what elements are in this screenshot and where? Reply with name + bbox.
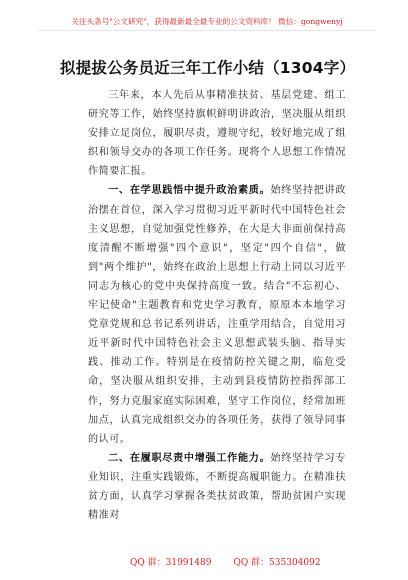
footer-qq-group-1: QQ 群：31991489 [130, 558, 212, 568]
footer-contacts [130, 556, 321, 570]
section-2-heading: 二、在履职尽责中增强工作能力。 [108, 452, 271, 464]
document-body [88, 86, 346, 525]
section-1-heading: 一、在学思践悟中提升政治素质。 [108, 185, 271, 197]
section-1-paragraph [88, 181, 346, 448]
intro-paragraph: 三年来，本人先后从事精准扶贫、基层党建、组工研究等工作，始终坚持旗帜鲜明讲政治，坚决服从组织安排立足岗位，履职尽责，遵规守纪，较好地完成了组织和领导交办的各项工作任务。现将个人思想工作情况作简要汇报。 [88, 90, 346, 178]
promo-text: 关注头条号"公文研究"，获得最新最全最专业的公文资料库！ 微信：gongwenyj [71, 17, 343, 26]
promo-banner[interactable] [38, 14, 376, 31]
section-2-body: 始终坚持学习专业知识，注重实践锻炼，不断提高履职能力。在精准扶贫方面，认真学习掌握各类扶贫政策，帮助贫困户实现精准对 [88, 452, 346, 522]
section-2-paragraph [88, 449, 346, 525]
section-1-body: 始终坚持把讲政治摆在首位，深入学习贯彻习近平新时代中国特色社会主义思想，自觉加强党性修养，在大是大非面前保持高度清醒不断增强"四个意识"，坚定"四个自信"，做到"两个维护"，始终在政治上思想上行动上同以习近平同志为核心的党中央保持高度一致。结合"不忘初心、牢记使命"主题教育和党史学习教育，原原本本地学习党章党规和总书记系列讲话，注重学用结合，自觉用习近平新时代中国特色社会主义思想武装头脑、指导实践、推动工作。特别是在疫情防控关键之期，临危受命，坚决服从组织安排，主动到县疫情防控指挥部工作，努力克服家庭实际困难，坚守工作岗位，经常加班加点，认真完成组织交办的各项任务，获得了领导同事的认可。 [88, 185, 346, 445]
footer-qq-group-2: QQ 群：535304092 [233, 558, 321, 568]
document-title: 拟提拔公务员近三年工作小结（1304字） [60, 59, 356, 77]
